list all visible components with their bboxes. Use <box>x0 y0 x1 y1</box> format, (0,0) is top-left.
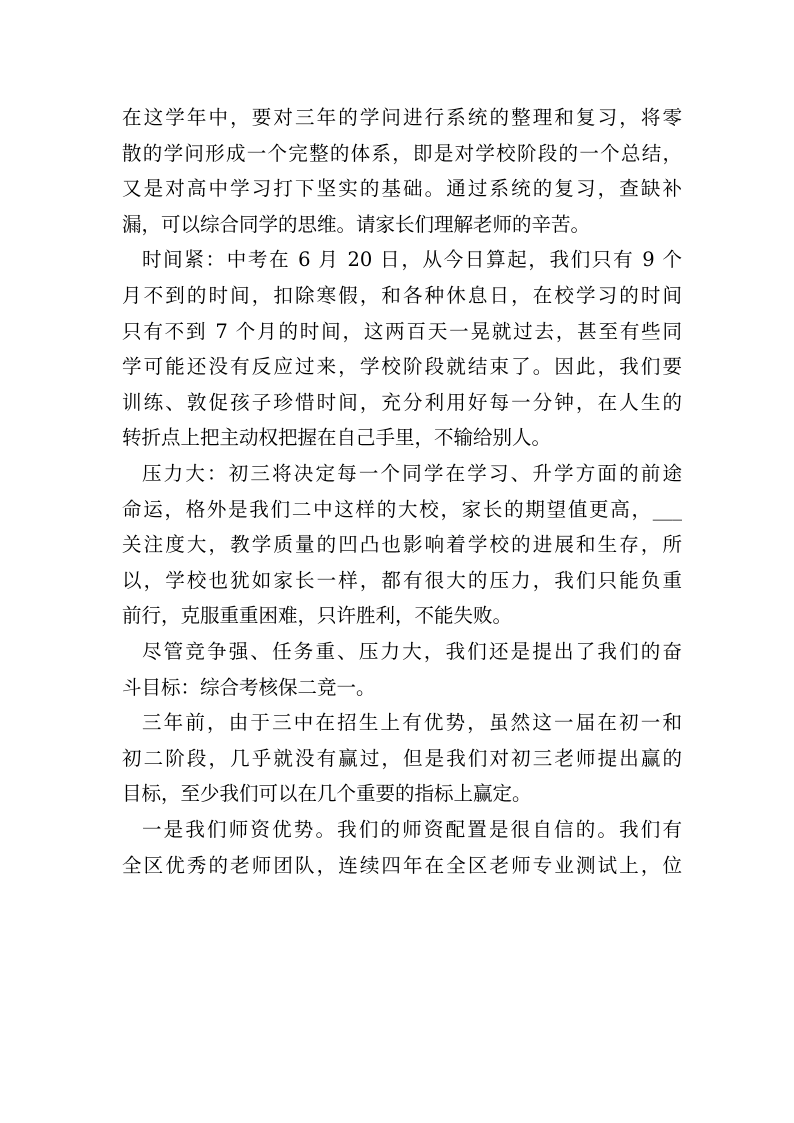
text-line: 漏，可以综合同学的思维。请家长们理解老师的辛苦。 <box>122 212 591 236</box>
text-line: 尽管竞争强、任务重、压力大，我们还是提出了我们的奋 <box>142 640 682 663</box>
text-line: 关注度大，教学质量的凹凸也影响着学校的进展和生存，所 <box>122 533 682 557</box>
text-line: 在这学年中，要对三年的学问进行系统的整理和复习，将零 <box>122 106 682 129</box>
text-line: 命运，格外是我们二中这样的大校，家长的期望值更高，___ <box>122 497 682 521</box>
text-line: 前行，克服重重困难，只许胜利，不能失败。 <box>122 604 513 628</box>
text-line: 又是对高中学习打下坚实的基础。通过系统的复习，查缺补 <box>122 177 682 201</box>
text-line: 斗目标：综合考核保二竞一。 <box>122 675 376 699</box>
text-line: 只有不到 7 个月的时间，这两百天一晃就过去，甚至有些同 <box>122 319 682 343</box>
text-line: 训练、敦促孩子珍惜时间，充分利用好每一分钟，在人生的 <box>122 390 682 414</box>
text-line: 三年前，由于三中在招生上有优势，虽然这一届在初一和 <box>142 711 682 735</box>
text-line: 散的学问形成一个完整的体系，即是对学校阶段的一个总结， <box>122 141 682 165</box>
text-line: 以，学校也犹如家长一样，都有很大的压力，我们只能负重 <box>122 568 682 592</box>
text-line: 初二阶段，几乎就没有赢过，但是我们对初三老师提出赢的 <box>122 746 682 770</box>
text-line: 一是我们师资优势。我们的师资配置是很自信的。我们有 <box>142 818 682 841</box>
text-line: 学可能还没有反应过来，学校阶段就结束了。因此，我们要 <box>122 355 682 379</box>
text-line: 压力大：初三将决定每一个同学在学习、升学方面的前途 <box>142 462 682 485</box>
text-line: 月不到的时间，扣除寒假，和各种休息日，在校学习的时间 <box>122 284 682 307</box>
text-line: 转折点上把主动权把握在自己手里，不输给别人。 <box>122 426 552 450</box>
text-line: 目标，至少我们可以在几个重要的指标上赢定。 <box>122 782 532 806</box>
text-line: 时间紧：中考在 6 月 20 日，从今日算起，我们只有 9 个 <box>142 248 682 272</box>
text-line: 全区优秀的老师团队，连续四年在全区老师专业测试上，位 <box>122 853 682 877</box>
